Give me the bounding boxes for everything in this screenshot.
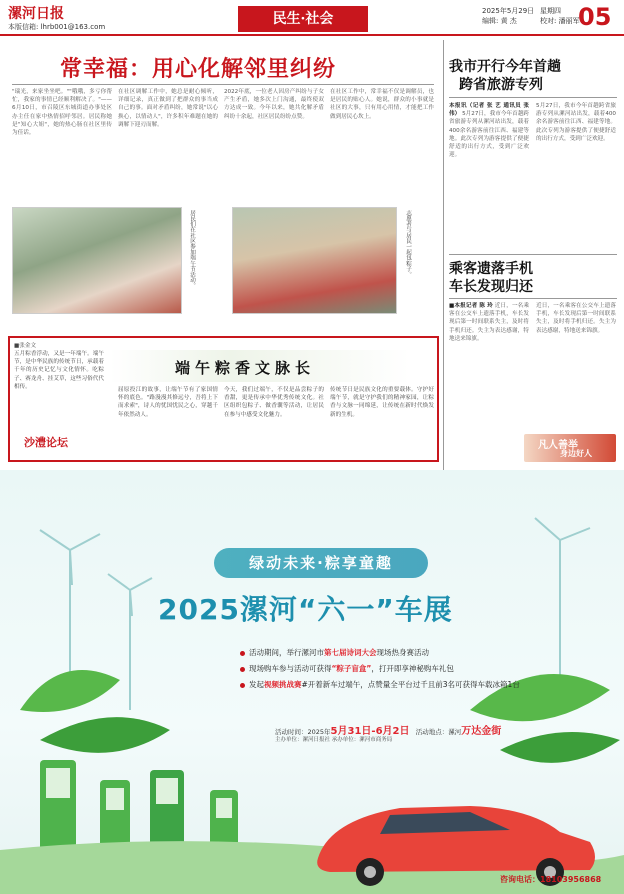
lost-phone-headline [449,260,533,296]
leaf-icon [20,670,120,712]
leaf-icon [40,717,170,753]
ad-activity-item [240,661,520,677]
issue-date: 2025年5月29日 [482,7,535,15]
page-number: 05 [578,3,612,31]
volunteer-photo [232,207,397,314]
headline-line: 乘客遗落手机 [449,261,533,277]
activity-highlight: 第七届诗词大会 [324,648,377,657]
headline-line: 跨省旅游专列 [459,77,543,93]
tour-train-article [449,102,529,252]
article-byline: 本报讯（记者 张 艺 通讯员 张 伟） [449,103,529,118]
divider [449,97,617,98]
main-article-title: 常幸福：用心化解邻里纠纷 [60,56,337,82]
community-photo [12,207,182,314]
bullet-icon [240,683,245,688]
headline-line: 车长发现归还 [449,279,533,295]
ad-organizer: 主办单位：漯河日报社 承办单位：漯河市商务局 [275,737,393,743]
divider [12,84,434,85]
featured-column-text: 屈原投江的故事，让端午节有了家国情怀的底色。"路漫漫其修远兮，吾将上下而求索"，诗人的忧国忧民之心，穿越千年依然动人。 [118,387,218,418]
section-email: 本版信箱: lhrb001@163.com [8,23,106,31]
main-article-column: 在社区工作中，常幸福不仅是调解员，也是居民的贴心人。她说，群众的小事就是社区的大事，只有用心用情，才能把工作做到居民心坎上。 [330,89,434,120]
headline-line: 我市开行今年首趟 [449,59,561,75]
divider [449,298,617,299]
time-range: 5月31日-6月2日 [330,726,410,737]
leaf-icon [500,732,620,763]
editor-line: 编辑: 黄 杰 [482,17,517,25]
activity-highlight: 视频挑战赛 [264,680,302,689]
featured-column-text: 今天，我们过端午，不仅是品尝粽子的香甜，更是传承中华优秀传统文化。社区组织包粽子、做香囊等活动，让居民在参与中感受文化魅力。 [224,387,324,418]
featured-column-title: 端午粽香文脉长 [175,359,316,377]
article-byline: ■本报记者 陈 玲 [449,303,493,309]
photo-caption: 居民们在社区参加端午节活动。 [189,210,195,289]
featured-column-text: 传统节日是民族文化的重要载体。守护好端午节，就是守护我们的精神家园，让粽香与文脉一同绵延，让传统在新时代焕发新的生机。 [330,387,434,418]
newspaper-logo: 漯河日报 [8,6,64,22]
ad-activity-item [240,645,520,661]
badge-line: 凡人善举 [538,440,578,451]
activity-highlight: “粽子盲盒” [331,664,372,673]
divider [449,254,617,255]
place-name: 万达金街 [461,726,502,737]
column-divider [443,40,444,470]
main-article-column: "瑞光，来家坐坐吧。""哦哦，多亏你帮忙，我家的事情已经顺利解决了。"——6月10日，市召陵区东城街道办事处区办主任在家中热情招呼邻居。居民称她是"知心大姐"，她的热心肠在社区里传为佳话。 [12,89,112,137]
main-article-column: 在社区调解工作中，她总是耐心倾听，详细记录，真正做到了把群众的事当成自己的事。面对矛盾纠纷，她常说"以心换心，以情动人"，许多积年难题在她的调解下迎刃而解。 [118,89,218,128]
lost-phone-article [449,302,529,430]
activity-text: ，打开即享神秘购车礼包 [371,664,454,673]
photo-caption: 志愿者与居民一起包粽子。 [405,210,411,278]
activity-text: 发起 [249,680,264,689]
activity-text: 活动期间，举行漯河市 [249,648,324,657]
ad-title-end: 车展 [394,593,453,626]
badge-line: 身边好人 [560,449,592,458]
weekday: 星期四 [540,7,561,15]
ad-title-quote: “六一” [297,593,395,626]
lost-phone-article-cont: 近日，一名乘客在公交车上遗落手机，车长发现后第一时间联系失主，及时将手机归还。失主为表达感谢，特地送来锦旗。 [536,303,616,334]
proofreader-line: 校对: 潘丽军 [540,17,580,25]
featured-author: ■张金文 [14,343,37,349]
bullet-icon [240,667,245,672]
ad-title-year: 2025漯河 [158,593,298,626]
section-title: 民生·社会 [238,6,368,32]
article-text: 近日，一名乘客在公交车上遗落手机，车长发现后第一时间联系失主，及时将手机归还。失主为表达感谢，特地送来锦旗。 [449,303,529,342]
activity-text: 现场热身赛活动 [376,648,429,657]
main-article-column: 2022年底，一位老人因房产纠纷与子女产生矛盾，她多次上门沟通，最终使双方达成一致。今年以来，她共化解矛盾纠纷十余起，社区居民纷纷点赞。 [224,89,324,120]
ad-phone: 咨询电话：18103956868 [500,875,602,884]
ad-activity-item [240,677,520,693]
wind-turbine-icon [535,518,590,690]
activity-text: 现场购车参与活动可获得 [249,664,332,673]
article-text: 5月27日，我市今年首趟跨省旅游专列从漯河站出发，载着400余名游客前往江西、福建等地。此次专列为游客提供了便捷舒适的出行方式，受到广泛欢迎。 [449,111,529,159]
ad-title [158,588,453,628]
column-logo: 沙澧论坛 [24,436,68,449]
featured-column-text: 五月粽香浮动，又是一年端午。端午节，是中华民族的传统节日，承载着千年的历史记忆与文化情怀。吃粽子、赛龙舟、挂艾草，这些习俗代代相传。 [14,351,104,390]
issue-date-block [482,6,534,26]
place-label: 活动地点：漯河 [415,728,462,736]
tour-train-headline [449,58,561,94]
car-expo-advertisement [0,470,624,894]
masthead [0,0,624,36]
tour-train-article-cont: 5月27日，我市今年首趟跨省旅游专列从漯河站出发，载着400余名游客前往江西、福建等地。此次专列为游客提供了便捷舒适的出行方式，受到广泛欢迎。 [536,103,616,142]
activity-text: #开着新车过端午，点赞量全平台过千且前3名可获得车载冰箱1台 [301,680,520,689]
ad-activity-list [240,645,520,693]
time-label: 活动时间：2025年 [275,728,331,736]
good-deeds-badge [524,434,616,462]
weekday-block [540,6,580,26]
ad-slogan: 绿动未来·粽享童趣 [214,548,428,578]
bullet-icon [240,651,245,656]
